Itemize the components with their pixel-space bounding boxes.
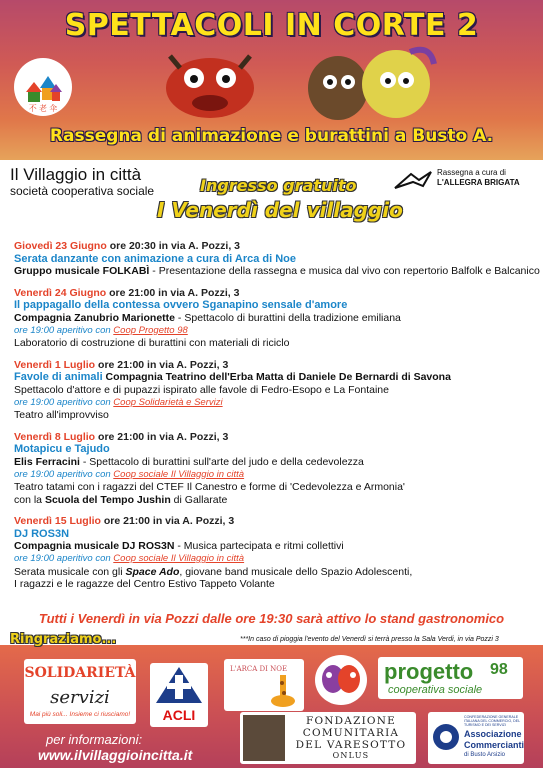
event-performer: Compagnia Teatrino dell'Erba Matta di Daniele De Bernardi di Savona	[102, 371, 451, 384]
event-description: Spettacolo d'attore e di pupazzi ispirato alle favole di Fedro-Esopo e La Fontaine	[14, 383, 389, 396]
thanks-label: Ringraziamo...	[10, 632, 117, 647]
sponsor-text: progetto	[384, 659, 474, 684]
villaggio-logo	[14, 58, 72, 116]
event-band: Space Ado	[125, 565, 180, 578]
event-extra: con la	[14, 493, 45, 506]
event-description: - Spettacolo di burattini sull'arte del judo e della cedevolezza	[79, 455, 364, 468]
giraffe-icon	[268, 671, 298, 709]
header-banner	[0, 0, 543, 160]
sponsor-text: COMUNITARIA	[302, 727, 400, 739]
event-extra: di Gallarate	[170, 493, 228, 506]
event-extra: , giovane band musicale dello Spazio Adolescenti,	[179, 565, 413, 578]
event-performer: Compagnia Zanubrio Marionette	[14, 311, 176, 324]
sponsor-text: CONFEDERAZIONE GENERALE ITALIANA DEL COMMERCIO, DEL TURISMO E DEI SERVIZI	[464, 715, 520, 727]
sponsor-text: ACLI	[162, 707, 196, 723]
event-title-text: Il pappagallo della contessa ovvero Sganapino sensale d'amore	[14, 299, 348, 312]
website-link[interactable]: www.ilvillaggioincitta.it	[38, 747, 193, 763]
event-description: - Musica partecipata e ritmi collettivi	[174, 540, 344, 553]
event-title-text: DJ ROS3N	[14, 527, 70, 540]
free-entry-label: Ingresso gratuito	[200, 176, 357, 195]
event-subtitle: Rassegna di animazione e burattini a Busto A.	[49, 126, 494, 146]
event-extra: Serata musicale con gli	[14, 565, 126, 578]
sponsor-text: FONDAZIONE	[306, 715, 396, 727]
series-title: I Venerdì del villaggio	[157, 198, 403, 222]
event-description: - Presentazione della rassegna e musica dal vivo con repertorio Balfolk e Balcanico	[149, 265, 540, 278]
event-date: Venerdì 8 Luglio	[14, 430, 96, 443]
svg-text:不 老 伞: 不 老 伞	[28, 104, 58, 113]
event-time: ore 21:00 in via A. Pozzi, 3	[103, 515, 235, 528]
coop-link[interactable]: Coop sociale Il Villaggio in città	[113, 553, 245, 565]
puppet-image-right	[300, 44, 440, 126]
coop-link[interactable]: Coop Solidarietà e Servizi	[113, 396, 223, 408]
event-date: Venerdì 15 Luglio	[14, 515, 101, 528]
event-extra: Laboratorio di costruzione di burattini con materiali di riciclo	[14, 337, 290, 350]
fondazione-image	[243, 715, 285, 761]
sponsor-text: 98	[490, 661, 508, 678]
event-time: ore 21:00 in via A. Pozzi, 3	[98, 430, 229, 443]
sponsor-text: ONLUS	[332, 751, 370, 760]
allegra-brigata-icon	[393, 170, 433, 192]
event-date: Giovedì 23 Giugno	[14, 240, 107, 252]
rain-note: ***In caso di pioggia l'evento del Venerdì si terrà presso la Sala Verdi, in via Pozzi 3	[240, 636, 499, 643]
event-performer: Compagnia musicale DJ ROS3N	[14, 540, 175, 553]
arca-di-noe-logo	[224, 659, 304, 711]
aperitivo-label: ore 19:00 aperitivo con	[14, 553, 114, 565]
ascom-icon	[431, 722, 461, 752]
mask-icon	[315, 655, 367, 705]
progetto-98-logo	[378, 657, 523, 699]
sponsor-text: DEL VARESOTTO	[295, 739, 407, 751]
puppet-image-left	[150, 48, 270, 128]
event-item	[14, 359, 534, 422]
aperitivo-label: ore 19:00 aperitivo con	[14, 396, 114, 408]
solidarieta-servizi-logo	[24, 659, 136, 724]
coop-link[interactable]: Coop sociale Il Villaggio in città	[113, 468, 245, 480]
acli-logo	[150, 663, 208, 727]
event-title-text: Serata danzante con animazione a cura di Arca di Noe	[14, 252, 297, 265]
fondazione-varesotto-logo	[240, 712, 416, 764]
ascom-busto-logo	[428, 712, 524, 764]
sponsor-text: Mai più soli... Insieme ci riusciamo!	[29, 711, 131, 718]
event-item	[14, 431, 534, 507]
event-date: Venerdì 1 Luglio	[14, 358, 96, 371]
organizer-name: Il Villaggio in città	[10, 165, 142, 184]
theatre-mask-logo	[315, 655, 367, 705]
event-time: ore 21:00 in via A. Pozzi, 3	[98, 358, 229, 371]
event-item	[14, 240, 540, 278]
sponsor-text: di Busto Arsizio	[464, 752, 506, 758]
events-list	[14, 240, 540, 600]
sponsor-text: Associazione	[464, 729, 522, 739]
event-description: - Spettacolo di burattini della tradizione emiliana	[175, 311, 401, 324]
event-performer: Elis Ferracini	[14, 455, 80, 468]
curated-by-name: L'ALLEGRA BRIGATA	[437, 178, 520, 187]
event-time: ore 21:00 in via A. Pozzi, 3	[109, 286, 240, 299]
event-school: Scuola del Tempo Jushin	[44, 493, 171, 506]
sponsor-text: servizi	[50, 687, 110, 708]
event-date: Venerdì 24 Giugno	[14, 286, 107, 299]
event-item	[14, 515, 534, 591]
sponsor-text: Commercianti	[464, 740, 524, 750]
acli-icon	[150, 663, 208, 707]
sponsor-text: cooperativa sociale	[388, 684, 483, 696]
organizer-description: società cooperativa sociale	[10, 184, 155, 198]
event-title: SPETTACOLI IN CORTE 2	[64, 8, 479, 43]
info-label: per informazioni:	[46, 732, 143, 747]
coop-link[interactable]: Coop Progetto 98	[113, 324, 188, 336]
curated-by-label: Rassegna a cura di	[437, 168, 506, 177]
food-stand-notice: Tutti i Venerdì in via Pozzi dalle ore 19:30 sarà attivo lo stand gastronomico	[38, 611, 505, 626]
sponsor-text: L'ARCA DI NOE	[230, 665, 288, 673]
event-extra: I ragazzi e le ragazze del Centro Estivo Tappeto Volante	[14, 578, 275, 591]
aperitivo-label: ore 19:00 aperitivo con	[14, 324, 114, 336]
event-performer: Gruppo musicale FOLKABÌ	[14, 265, 150, 278]
event-title-text: Motapicu e Tajudo	[14, 443, 110, 456]
event-item	[14, 287, 534, 350]
event-extra: Teatro tatami con i ragazzi del CTEF Il Canestro e forme di 'Cedevolezza e Armonia'	[14, 481, 405, 494]
event-extra: Teatro all'improvviso	[14, 409, 109, 422]
event-title-text: Favole di animali	[14, 371, 103, 384]
sponsor-text: SOLIDARIETÀ	[24, 665, 136, 681]
event-time: ore 20:30 in via A. Pozzi, 3	[109, 240, 241, 252]
aperitivo-label: ore 19:00 aperitivo con	[14, 468, 114, 480]
